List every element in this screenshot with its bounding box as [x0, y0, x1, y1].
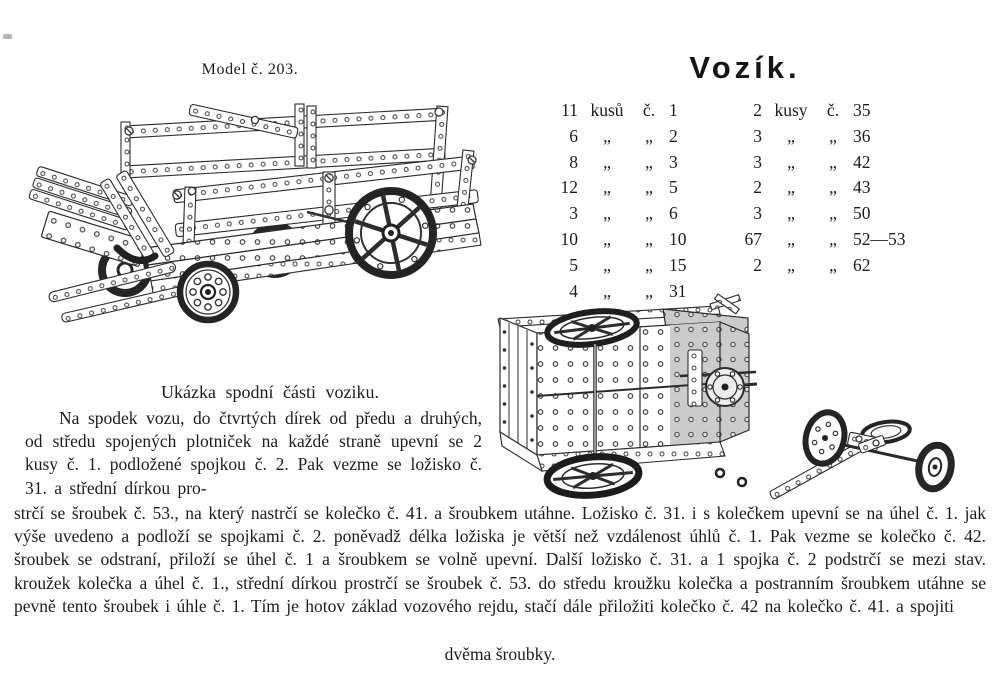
- part-number: 43: [853, 177, 871, 198]
- part-number-label: „: [645, 125, 653, 146]
- part-number: 52—53: [853, 228, 906, 249]
- part-qty: 12: [560, 177, 578, 198]
- part-unit: „: [787, 125, 795, 146]
- part-unit: „: [603, 228, 611, 249]
- part-number-label: „: [829, 254, 837, 275]
- part-number: 5: [669, 177, 678, 198]
- part-number-label: „: [829, 203, 837, 224]
- parts-row: [542, 177, 742, 203]
- part-qty: 11: [561, 100, 578, 120]
- part-qty: 4: [569, 280, 578, 301]
- part-qty: 3: [753, 125, 762, 146]
- part-unit: „: [787, 177, 795, 198]
- part-number: 3: [669, 151, 678, 172]
- part-unit: „: [787, 151, 795, 172]
- part-qty: 5: [569, 254, 578, 275]
- parts-row: [542, 100, 742, 126]
- part-qty: 3: [753, 151, 762, 172]
- part-unit: „: [603, 125, 611, 146]
- parts-row: [542, 152, 742, 178]
- part-unit: „: [787, 228, 795, 249]
- part-number-label: „: [829, 177, 837, 198]
- part-number: 10: [669, 228, 687, 249]
- wagon-rear-wheel: [349, 191, 433, 275]
- part-number: 15: [669, 254, 687, 275]
- part-qty: 3: [569, 203, 578, 224]
- parts-row: [722, 152, 942, 178]
- part-qty: 2: [753, 100, 762, 120]
- parts-row: [722, 177, 942, 203]
- page-title: Vozík.: [689, 50, 801, 85]
- part-unit: „: [603, 203, 611, 224]
- part-unit: „: [787, 203, 795, 224]
- model-caption: Model č. 203.: [201, 61, 299, 78]
- part-unit: „: [603, 177, 611, 198]
- parts-row: [722, 126, 942, 152]
- part-qty: 2: [753, 254, 762, 275]
- part-unit: „: [603, 151, 611, 172]
- instructions-paragraph-narrow: Na spodek vozu, do čtvrtých dírek od předu a druhých, od středu spojených plotniček na každé straně upevní se 2 kusy č. 1. podložené spojkou č. 2. Pak vezme se ložisko č. 31. a střední dírkou pro-: [25, 408, 482, 498]
- part-number-label: „: [645, 254, 653, 275]
- part-number-label: „: [645, 177, 653, 198]
- part-qty: 10: [560, 228, 578, 249]
- part-number-label: „: [829, 125, 837, 146]
- parts-row: [542, 126, 742, 152]
- parts-row: [722, 100, 942, 126]
- part-unit: „: [603, 280, 611, 301]
- part-unit: „: [603, 254, 611, 275]
- part-number-label: č.: [826, 100, 840, 120]
- part-unit: kusy: [774, 100, 808, 120]
- part-number-label: „: [829, 151, 837, 172]
- parts-row: [722, 203, 942, 229]
- part-unit: kusů: [590, 100, 624, 120]
- front-axle-right-wheel: [915, 442, 955, 492]
- part-qty: 3: [753, 203, 762, 224]
- front-axle-assembly: [769, 408, 955, 500]
- part-number-label: „: [645, 228, 653, 249]
- loose-nuts: [716, 469, 746, 486]
- part-number: 35: [853, 100, 871, 120]
- part-number-label: „: [645, 151, 653, 172]
- part-qty: 6: [569, 125, 578, 146]
- wagon-front-wheel: [180, 264, 236, 320]
- section-heading: Ukázka spodní části voziku.: [161, 382, 379, 402]
- part-number: 36: [853, 125, 871, 146]
- parts-row: [542, 255, 742, 281]
- part-number: 6: [669, 203, 678, 224]
- instructions-last-line: dvěma šroubky.: [444, 644, 556, 664]
- parts-row: [542, 229, 742, 255]
- part-number: 31: [669, 280, 687, 301]
- part-number-label: „: [645, 203, 653, 224]
- parts-row: [722, 229, 942, 255]
- part-number: 1: [669, 100, 678, 120]
- part-number: 62: [853, 254, 871, 275]
- parts-row: [722, 255, 942, 281]
- part-number: 42: [853, 151, 871, 172]
- parts-list-right: [722, 100, 942, 281]
- part-number: 50: [853, 203, 871, 224]
- parts-list-left: [542, 100, 742, 306]
- part-qty: 2: [753, 177, 762, 198]
- part-number-label: č.: [642, 100, 656, 120]
- wagon-illustration: [25, 90, 490, 345]
- instructions-paragraph-wide: strčí se šroubek č. 53., na který nastrčí se kolečko č. 41. a šroubkem utáhne. Ložisko č. 31. i s kolečkem upevní se na úhel č. 1. jak výše uvedeno a podloží se spojkami č. 2. poněvadž délka ložiska je větší než vzdálenost úhlů č. 1. Pak vezme se kolečko č. 42. šroubek se odstraní, přiloží se úhel č. 1 a šroubkem se volně upevní. Další ložisko č. 31. a 1 spojka č. 2 podstrčí se mezi stav. kroužek kolečka a úhel č. 1., střední dírkou prostrčí se šroubek č. 53. do středu kroužku kolečka a postranním šroubkem utáhne se pevně tento šroubek i úhle č. 1. Tím je hotov základ vozového rejdu, stačí dále přiložiti kolečko č. 42 na kolečko č. 41. a spojiti: [14, 503, 986, 616]
- underside-illustration: [488, 292, 990, 507]
- part-number-label: „: [645, 280, 653, 301]
- part-qty: 8: [569, 151, 578, 172]
- part-unit: „: [787, 254, 795, 275]
- wagon-front-board: [28, 166, 174, 267]
- part-number-label: „: [829, 228, 837, 249]
- parts-row: [542, 203, 742, 229]
- part-number: 2: [669, 125, 678, 146]
- scan-artifact: [3, 34, 12, 39]
- part-qty: 67: [744, 228, 762, 249]
